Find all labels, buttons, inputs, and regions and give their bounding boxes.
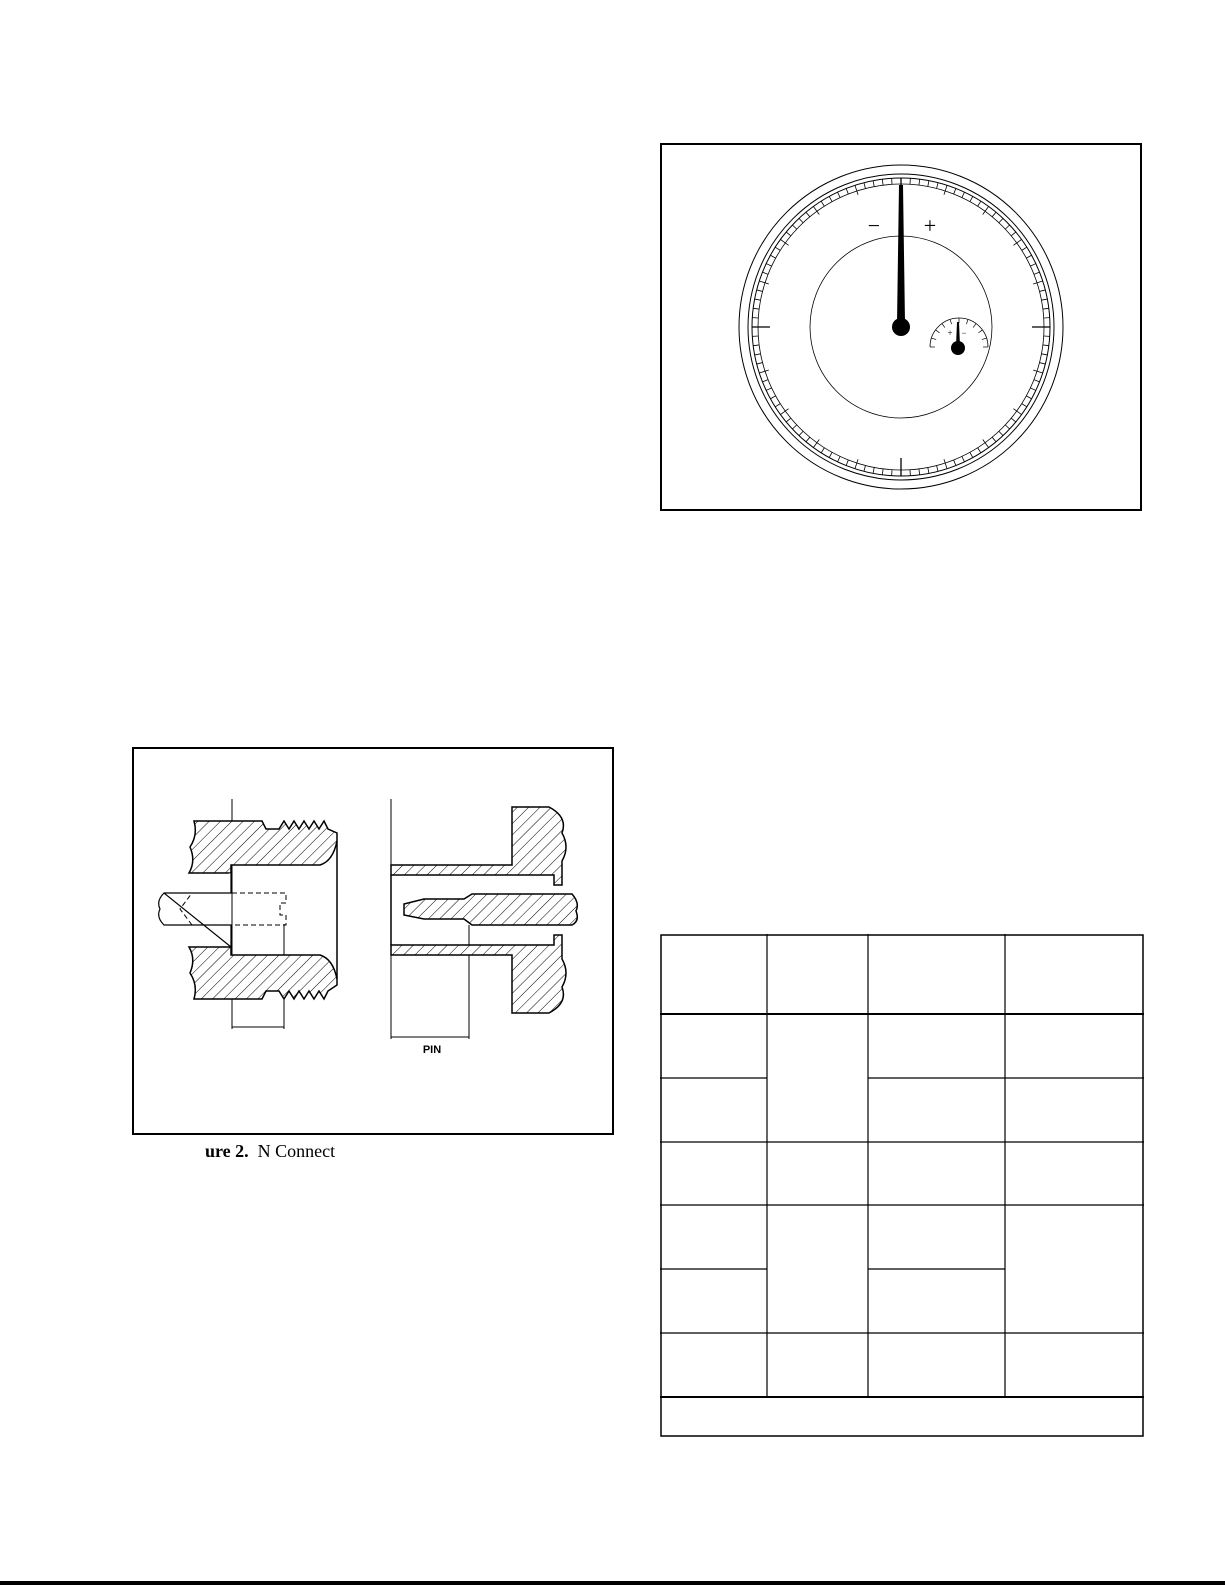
dial-tick — [1043, 345, 1049, 346]
dial-tick — [944, 459, 947, 469]
dial-tick — [928, 467, 929, 473]
figure-caption — [205, 1141, 335, 1162]
dial-tick — [954, 460, 956, 466]
dial-tick — [759, 370, 769, 373]
dial-tick — [786, 418, 791, 422]
dial-tick — [944, 185, 947, 195]
dial-tick — [755, 299, 761, 300]
dial-tick — [786, 232, 791, 236]
sub-dial-tick — [942, 324, 945, 328]
dial-tick — [1041, 299, 1047, 300]
sub-dial-tick — [936, 330, 940, 333]
dial-tick — [999, 218, 1003, 222]
spec-table-grid — [660, 934, 1144, 1437]
dial-tick — [864, 183, 865, 189]
dial-tick — [937, 183, 938, 189]
dial-tick — [999, 431, 1003, 435]
female-connector-section — [159, 799, 337, 1029]
dial-tick — [753, 308, 759, 309]
dial-tick — [806, 212, 810, 217]
dial-tick — [762, 380, 768, 382]
dial-main-needle — [897, 185, 905, 323]
dial-tick — [1011, 232, 1016, 236]
dial-tick — [1026, 255, 1031, 258]
dial-tick — [962, 456, 965, 461]
dial-tick — [775, 404, 780, 407]
sub-dial-tick — [973, 324, 976, 328]
dial-tick — [838, 456, 841, 461]
dial-tick — [954, 188, 956, 194]
dial-tick — [770, 255, 775, 258]
dial-tick — [937, 466, 938, 472]
dial-tick — [962, 192, 965, 197]
sub-dial-tick — [931, 338, 936, 340]
dial-tick — [1030, 264, 1035, 267]
dial-tick — [755, 354, 761, 355]
dial-tick — [1033, 281, 1043, 284]
dial-gauge — [739, 165, 1063, 489]
dial-tick — [1022, 247, 1027, 250]
dial-tick — [821, 448, 824, 453]
dial-tick — [855, 185, 858, 195]
male-connector-section — [391, 799, 577, 1056]
dial-tick — [846, 460, 848, 466]
dial-gauge-figure — [660, 143, 1142, 511]
dial-tick — [766, 388, 771, 391]
sub-dial-tick — [966, 319, 968, 324]
dial-tick — [1040, 290, 1046, 291]
dial-tick — [873, 181, 874, 187]
dial-tick — [855, 459, 858, 469]
page-footer-rule — [0, 1581, 1225, 1585]
dial-plus-label: + — [923, 213, 937, 238]
dial-gauge-drawing — [662, 145, 1140, 509]
dial-tick — [1022, 404, 1027, 407]
sub-dial-plus: + — [947, 328, 953, 338]
pin-label: PIN — [422, 1044, 442, 1056]
dial-tick — [1033, 370, 1043, 373]
dial-tick — [992, 212, 996, 217]
dial-tick — [919, 469, 920, 475]
dial-tick — [992, 437, 996, 442]
dial-tick — [762, 272, 768, 274]
dial-tick — [1005, 425, 1009, 429]
dial-tick — [1034, 272, 1040, 274]
n-connector-figure — [132, 747, 614, 1135]
sub-dial-minus: − — [961, 328, 967, 338]
dial-tick — [799, 218, 803, 222]
dial-tick — [775, 247, 780, 250]
dial-tick — [838, 192, 841, 197]
dial-tick — [978, 448, 981, 453]
dial-tick — [766, 264, 771, 267]
dial-tick — [1040, 363, 1046, 364]
sub-dial-tick — [950, 319, 952, 324]
sub-dial-hub — [951, 341, 965, 355]
dial-tick — [792, 225, 796, 229]
dial-tick — [928, 181, 929, 187]
dial-tick — [919, 179, 920, 185]
dial-tick — [882, 469, 883, 475]
dial-tick — [1005, 225, 1009, 229]
dial-tick — [829, 452, 832, 457]
dial-tick — [1011, 418, 1016, 422]
dial-tick — [757, 290, 763, 291]
dial-tick — [792, 425, 796, 429]
dial-tick — [1026, 396, 1031, 399]
dial-tick — [757, 363, 763, 364]
dial-minus-label: − — [867, 213, 881, 238]
dial-tick — [864, 466, 865, 472]
dial-tick — [829, 196, 832, 201]
n-connector-drawing — [134, 749, 612, 1133]
dial-tick — [1030, 388, 1035, 391]
dial-tick — [770, 396, 775, 399]
caption-number: ure 2. — [205, 1141, 249, 1161]
dial-tick — [799, 431, 803, 435]
dial-tick — [806, 437, 810, 442]
dial-needle-hub — [892, 318, 910, 336]
dial-tick — [821, 201, 824, 206]
dial-tick — [970, 196, 973, 201]
specification-table — [660, 934, 1144, 1437]
dial-tick — [1043, 308, 1049, 309]
sub-dial — [930, 318, 988, 355]
caption-text: N Connect — [257, 1141, 336, 1161]
sub-dial-tick — [978, 330, 982, 333]
dial-tick — [759, 281, 769, 284]
dial-tick — [882, 179, 883, 185]
dial-tick — [753, 345, 759, 346]
sub-dial-tick — [982, 338, 987, 340]
dial-tick — [1034, 380, 1040, 382]
dial-tick — [1041, 354, 1047, 355]
dial-tick — [873, 467, 874, 473]
dial-tick — [978, 201, 981, 206]
dial-tick — [846, 188, 848, 194]
dial-tick — [970, 452, 973, 457]
